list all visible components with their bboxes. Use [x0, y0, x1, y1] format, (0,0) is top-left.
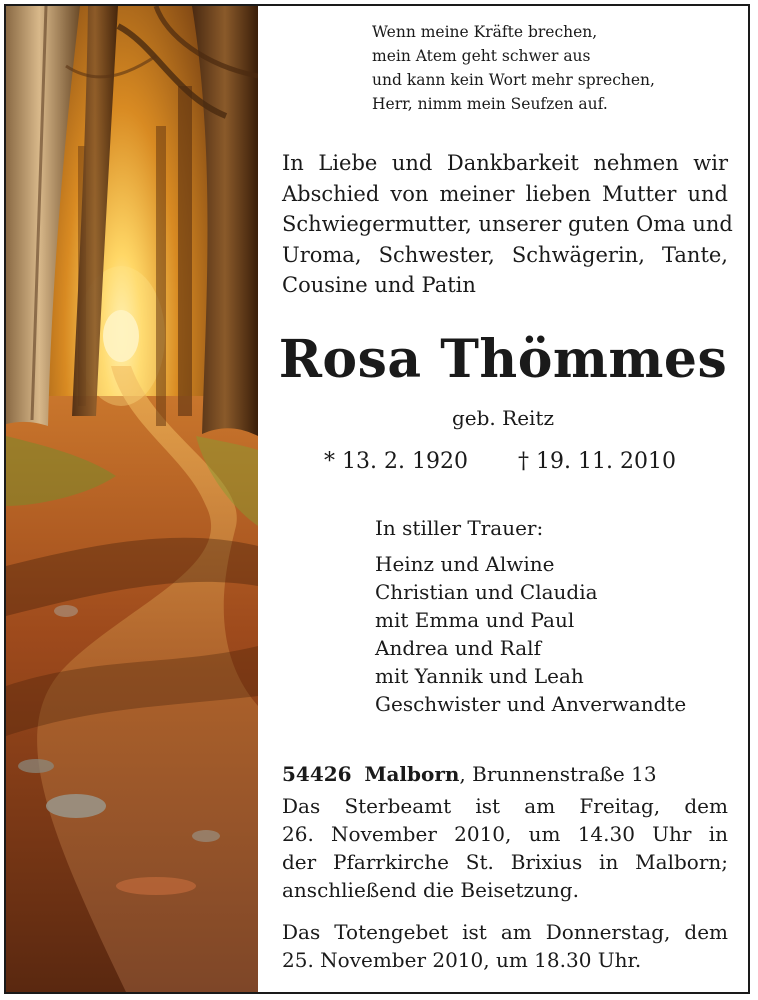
verse-line: Herr, nimm mein Seufzen auf. — [372, 95, 608, 113]
mourners-heading: In stiller Trauer: — [375, 516, 544, 540]
intro-line: In Liebe und Dankbarkeit nehmen wir — [282, 151, 728, 175]
mourner-entry: Andrea und Ralf — [375, 636, 541, 660]
notice-text — [258, 6, 748, 992]
funeral-line: Das Sterbeamt ist am Freitag, dem — [282, 794, 728, 818]
funeral-line: anschließend die Beisetzung. — [282, 878, 579, 902]
maiden-name: geb. Reitz — [451, 406, 555, 430]
verse-poem — [372, 20, 732, 116]
autumn-forest-path-photo — [6, 6, 258, 992]
mourner-entry: mit Yannik und Leah — [375, 664, 584, 688]
death-date: † 19. 11. 2010 — [518, 449, 676, 474]
mourner-entry: Heinz und Alwine — [375, 552, 555, 576]
address-street: , Brunnenstraße 13 — [459, 762, 657, 786]
mourner-entry: mit Emma und Paul — [375, 608, 575, 632]
mourner-entry: Geschwister und Anverwandte — [375, 692, 687, 716]
prayer-notice — [282, 918, 728, 974]
address-postcode: 54426 — [282, 762, 352, 786]
verse-line: Wenn meine Kräfte brechen, — [372, 23, 598, 41]
intro-line: Cousine und Patin — [282, 273, 476, 297]
deceased-name: Rosa Thömmes — [278, 329, 728, 390]
funeral-line: 26. November 2010, um 14.30 Uhr in — [282, 822, 728, 846]
birth-date: * 13. 2. 1920 — [324, 449, 468, 474]
mourner-entry: Christian und Claudia — [375, 580, 598, 604]
prayer-line: 25. November 2010, um 18.30 Uhr. — [282, 948, 642, 972]
verse-line: und kann kein Wort mehr sprechen, — [372, 71, 655, 89]
obituary-notice — [4, 4, 750, 994]
intro-paragraph — [282, 148, 733, 301]
intro-line: Uroma, Schwester, Schwägerin, Tante, — [282, 242, 728, 267]
intro-line: Schwiegermutter, unserer guten Oma und — [282, 212, 733, 236]
intro-line: Abschied von meiner lieben Mutter und — [282, 181, 728, 206]
family-address — [282, 760, 728, 788]
address-town: Malborn — [364, 762, 460, 786]
funeral-mass-notice — [282, 792, 728, 904]
funeral-line: der Pfarrkirche St. Brixius in Malborn; — [282, 850, 728, 874]
mourners-list — [375, 550, 686, 718]
prayer-line: Das Totengebet ist am Donnerstag, dem — [282, 920, 728, 944]
verse-line: mein Atem geht schwer aus — [372, 47, 591, 65]
